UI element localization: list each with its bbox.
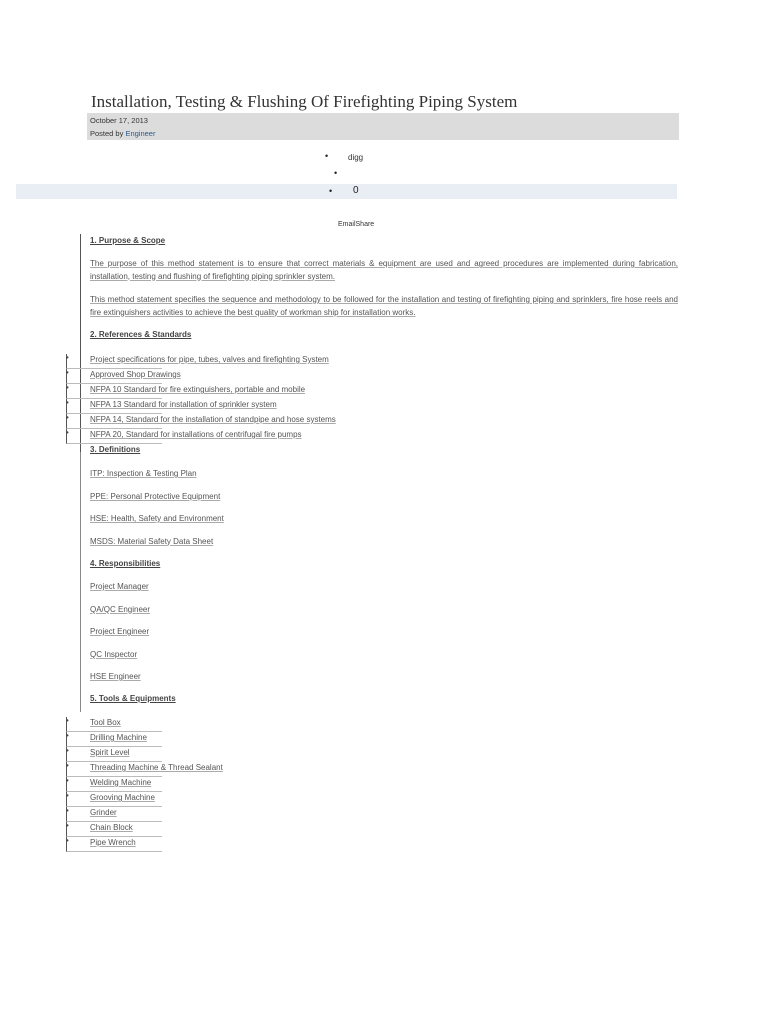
section-heading-responsibilities: 4. Responsibilities [90, 559, 161, 568]
list-item-text[interactable]: Project specifications for pipe, tubes, valves and firefighting System [90, 355, 329, 364]
section-heading-references: 2. References & Standards [90, 330, 192, 339]
list-item-text[interactable]: Welding Machine [90, 778, 152, 787]
bullet-icon: • [66, 761, 69, 770]
bullet-icon: • [66, 746, 69, 755]
list-item-text[interactable]: Spirit Level [90, 748, 130, 757]
post-meta-bar [87, 113, 679, 140]
list-item-text[interactable]: QA/QC Engineer [90, 604, 151, 614]
list-item-text[interactable]: NFPA 20, Standard for installations of centrifugal fire pumps [90, 430, 302, 439]
bullet-icon: • [66, 791, 69, 800]
list-item-text[interactable]: NFPA 10 Standard for fire extinguishers, portable and mobile [90, 385, 306, 394]
author-link[interactable]: Engineer [125, 129, 156, 138]
list-item-text[interactable]: ITP: Inspection & Testing Plan [90, 469, 197, 478]
post-date: October 17, 2013 [90, 116, 148, 125]
bullet-icon: • [66, 716, 69, 725]
digg-link[interactable]: digg [348, 153, 364, 162]
bullet-icon: • [329, 186, 333, 196]
list-item-text[interactable]: MSDS: Material Safety Data Sheet [90, 536, 214, 546]
list-item-text[interactable]: Approved Shop Drawings [90, 370, 181, 379]
list-item-text[interactable]: Project Engineer [90, 627, 150, 636]
list-item-text[interactable]: Chain Block [90, 823, 133, 832]
list-item-text[interactable]: PPE: Personal Protective Equipment [90, 491, 221, 501]
method-paragraph: This method statement specifies the sequence and methodology to be followed for the installation and testing of firefighting piping and sprinklers, fire hose reels and fire extinguishers activities to achieve the best quality of workman ship for installation works. [90, 295, 678, 317]
list-item-text[interactable]: NFPA 13 Standard for installation of sprinkler system [90, 400, 277, 409]
section-heading-definitions: 3. Definitions [90, 445, 141, 454]
list-item-text[interactable]: Tool Box [90, 718, 121, 727]
list-item-text[interactable]: NFPA 14, Standard for the installation of standpipe and hose systems [90, 415, 336, 424]
list-item-text[interactable]: QC Inspector [90, 649, 138, 659]
list-item-text[interactable]: HSE: Health, Safety and Environment [90, 514, 224, 523]
section-heading-purpose: 1. Purpose & Scope [90, 236, 166, 245]
purpose-paragraph: The purpose of this method statement is to ensure that correct materials & equipment are used and agreed procedures are implemented during fabrication, installation, testing and flushing of firefighting piping sprinkler system. [90, 259, 678, 281]
bullet-icon: • [66, 398, 69, 407]
share-count[interactable]: 0 [353, 185, 359, 196]
list-item-text[interactable]: Project Manager [90, 582, 149, 591]
list-item-text[interactable]: Pipe Wrench [90, 838, 136, 847]
page-title: Installation, Testing & Flushing Of Firefighting Piping System [91, 92, 518, 111]
content-divider [80, 452, 81, 712]
bullet-icon: • [66, 836, 69, 845]
list-item-text[interactable]: Grooving Machine [90, 793, 155, 802]
list-item-text[interactable]: Grinder [90, 808, 117, 817]
bullet-icon: • [66, 383, 69, 392]
list-item-text[interactable]: HSE Engineer [90, 672, 141, 681]
email-share-link[interactable]: EmailShare [338, 221, 375, 228]
share-count-band [16, 184, 677, 199]
bullet-icon: • [66, 413, 69, 422]
list-item-text[interactable]: Threading Machine & Thread Sealant [90, 763, 223, 772]
bullet-icon: • [325, 151, 329, 161]
posted-by-label: Posted by [90, 129, 124, 138]
bullet-icon: • [334, 168, 338, 178]
bullet-icon: • [66, 368, 69, 377]
bullet-icon: • [66, 821, 69, 830]
section-heading-tools: 5. Tools & Equipments [90, 694, 176, 703]
bullet-icon: • [66, 353, 69, 362]
bullet-icon: • [66, 776, 69, 785]
bullet-icon: • [66, 806, 69, 815]
bullet-icon: • [66, 731, 69, 740]
bullet-icon: • [66, 428, 69, 437]
posted-by [90, 129, 155, 138]
list-item-text[interactable]: Drilling Machine [90, 733, 147, 742]
